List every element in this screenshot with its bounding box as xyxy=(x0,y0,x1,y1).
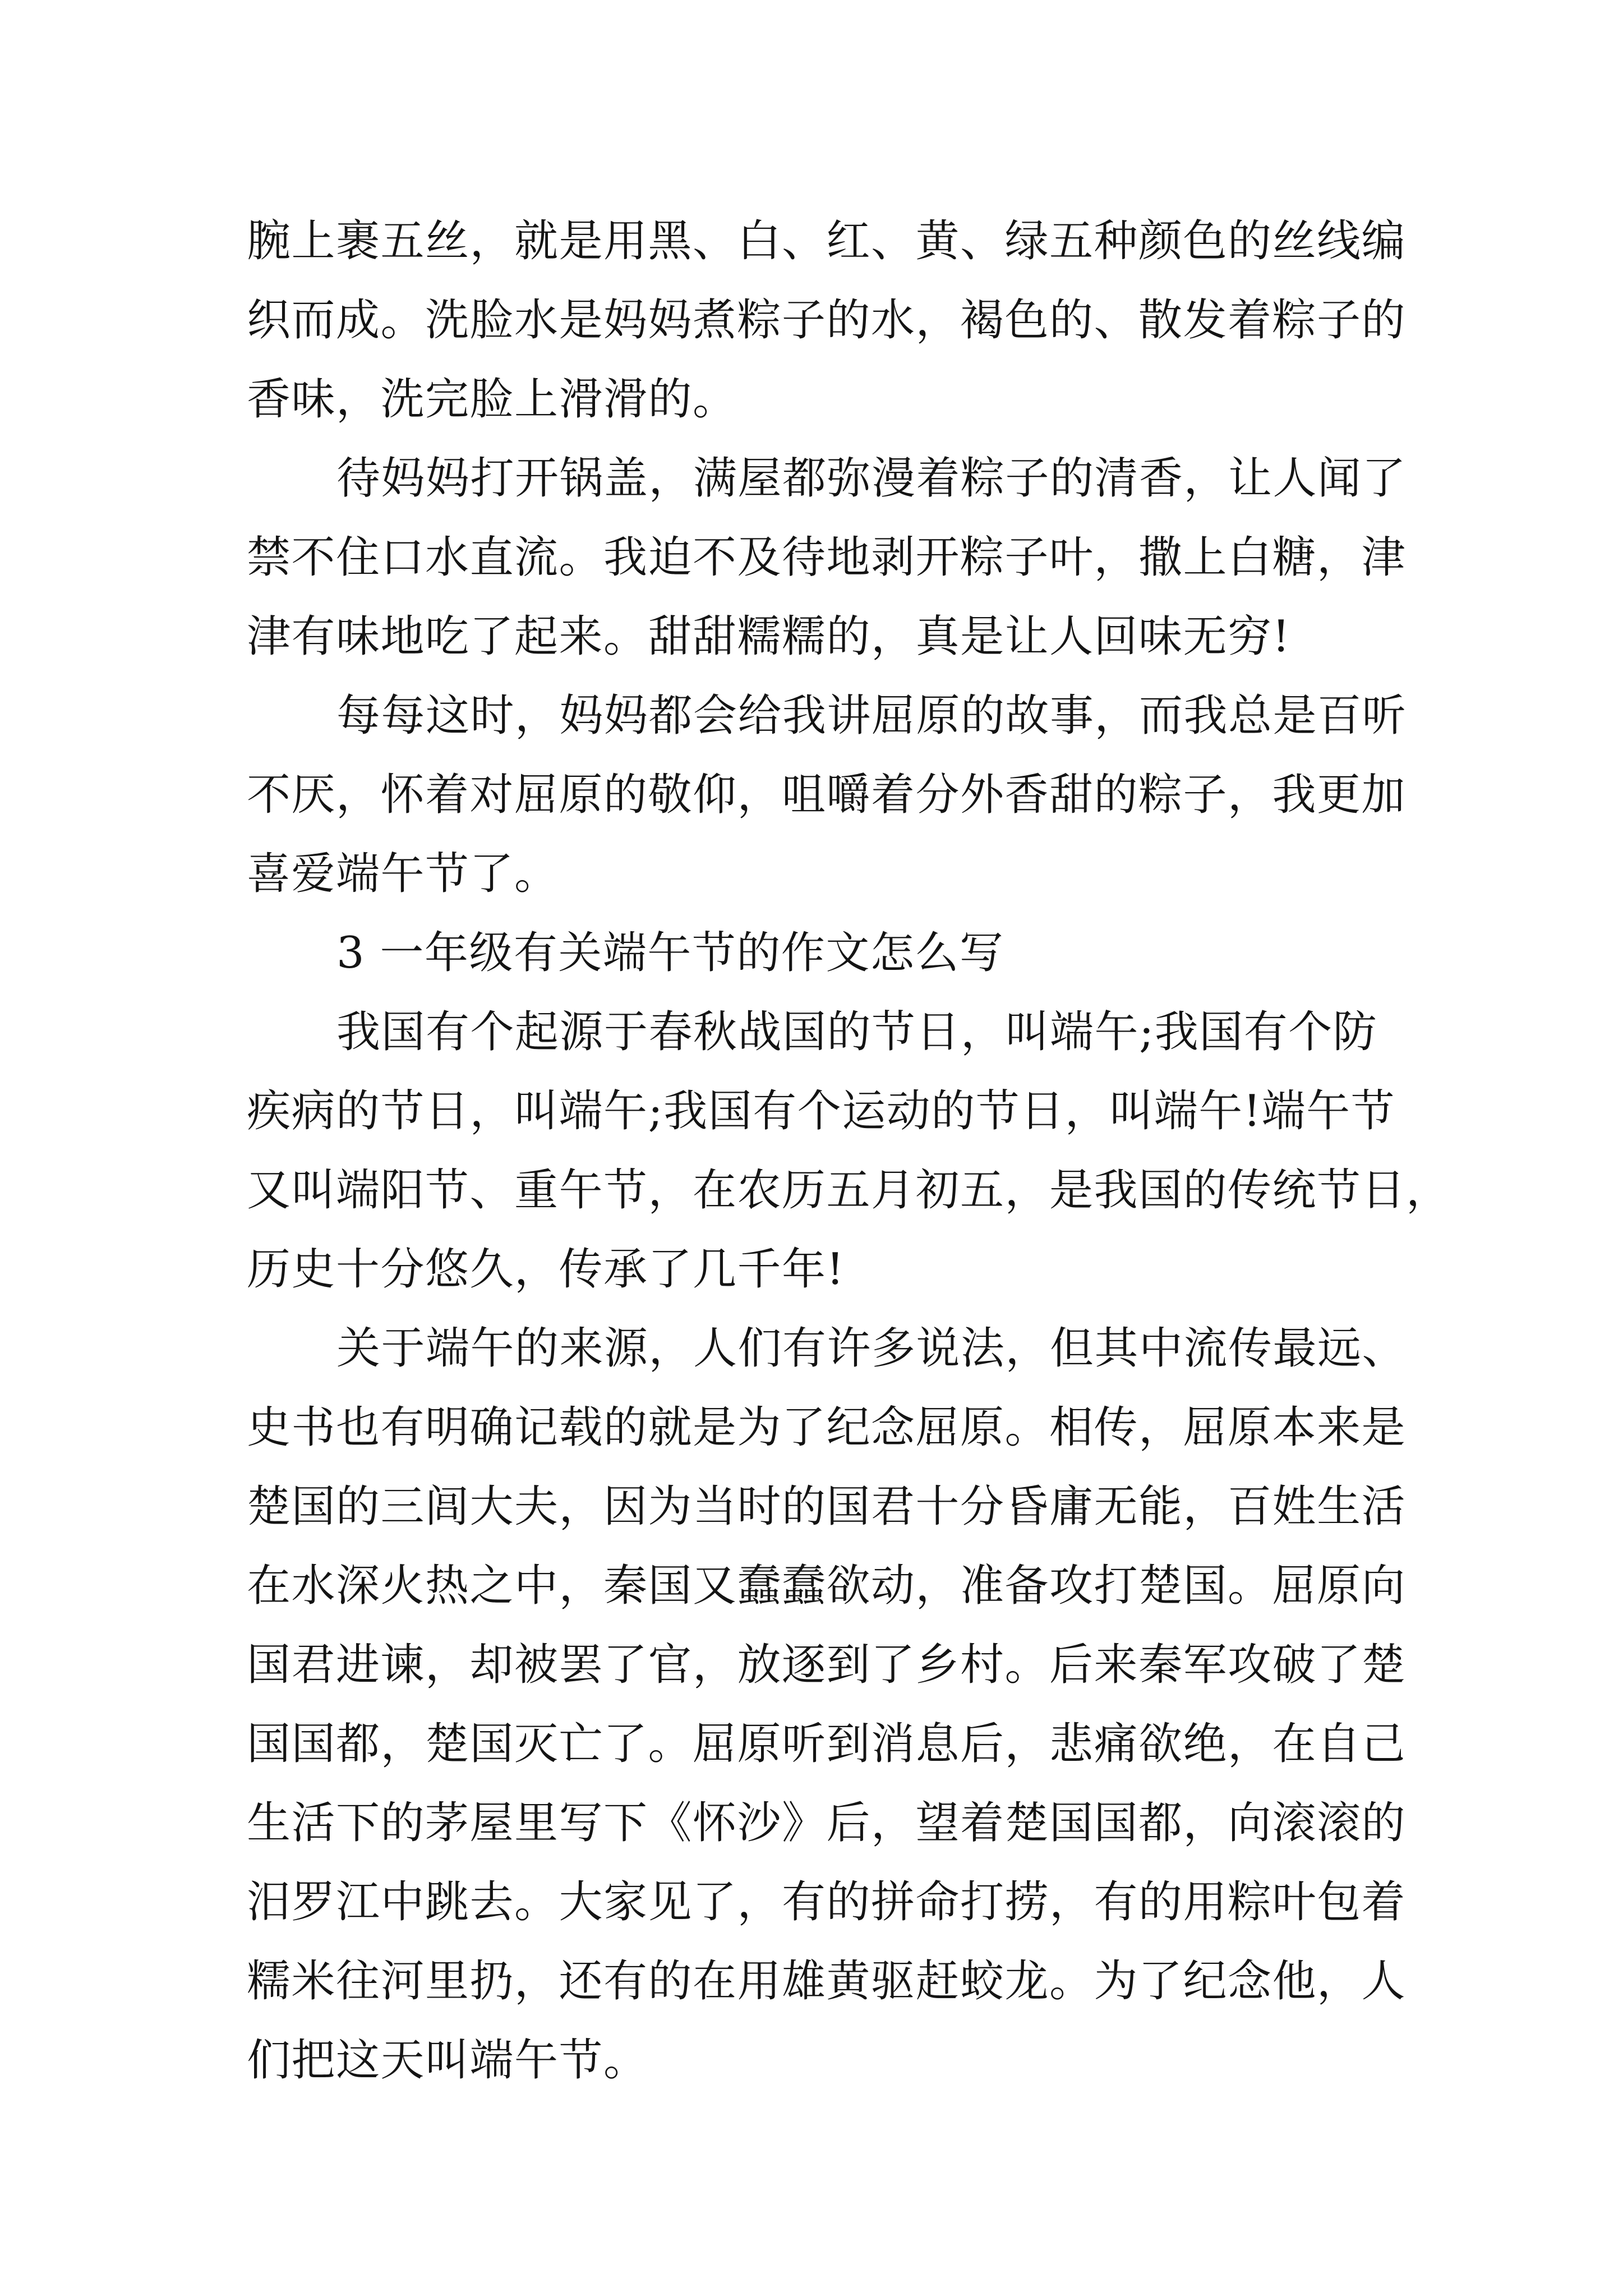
text-line: 香味，洗完脸上滑滑的。 xyxy=(247,374,737,425)
text-line: 不厌，怀着对屈原的敬仰，咀嚼着分外香甜的粽子，我更加 xyxy=(247,770,1407,820)
text-line: 疾病的节日，叫端午;我国有个运动的节日，叫端午!端午节 xyxy=(247,1086,1396,1137)
text-line: 腕上裹五丝，就是用黑、白、红、黄、绿五种颜色的丝线编 xyxy=(247,216,1407,266)
text-line: 国君进谏，却被罢了官，放逐到了乡村。后来秦军攻破了楚 xyxy=(247,1640,1407,1690)
text-line: 们把这天叫端午节。 xyxy=(247,2035,648,2086)
text-line: 禁不住口水直流。我迫不及待地剥开粽子叶，撒上白糖，津 xyxy=(247,532,1407,583)
document-body xyxy=(247,202,1451,2100)
text-line: 楚国的三闾大夫，因为当时的国君十分昏庸无能，百姓生活 xyxy=(247,1481,1407,1532)
paragraph-first-line: 我国有个起源于春秋战国的节日，叫端午;我国有个防 xyxy=(336,1007,1378,1057)
section-heading: 3 一年级有关端午节的作文怎么写 xyxy=(336,928,1004,978)
text-line: 织而成。洗脸水是妈妈煮粽子的水，褐色的、散发着粽子的 xyxy=(247,295,1407,346)
text-line: 在水深火热之中，秦国又蠢蠢欲动，准备攻打楚国。屈原向 xyxy=(247,1561,1407,1611)
text-line: 喜爱端午节了。 xyxy=(247,849,559,899)
text-line: 糯米往河里扔，还有的在用雄黄驱赶蛟龙。为了纪念他，人 xyxy=(247,1956,1407,2007)
text-line: 国国都，楚国灭亡了。屈原听到消息后，悲痛欲绝，在自己 xyxy=(247,1719,1407,1769)
paragraph-first-line: 待妈妈打开锅盖，满屋都弥漫着粽子的清香，让人闻了 xyxy=(336,453,1407,504)
text-line: 津有味地吃了起来。甜甜糯糯的，真是让人回味无穷! xyxy=(247,611,1291,662)
text-line: 历史十分悠久，传承了几千年! xyxy=(247,1244,845,1295)
text-line: 史书也有明确记载的就是为了纪念屈原。相传，屈原本来是 xyxy=(247,1402,1407,1453)
text-line: 汨罗江中跳去。大家见了，有的拼命打捞，有的用粽叶包着 xyxy=(247,1877,1407,1927)
text-line: 生活下的茅屋里写下《怀沙》后，望着楚国国都，向滚滚的 xyxy=(247,1798,1407,1848)
text-line: 又叫端阳节、重午节，在农历五月初五，是我国的传统节日， xyxy=(247,1165,1451,1216)
paragraph-first-line: 关于端午的来源，人们有许多说法，但其中流传最远、 xyxy=(336,1323,1407,1374)
paragraph-first-line: 每每这时，妈妈都会给我讲屈原的故事，而我总是百听 xyxy=(336,691,1407,741)
